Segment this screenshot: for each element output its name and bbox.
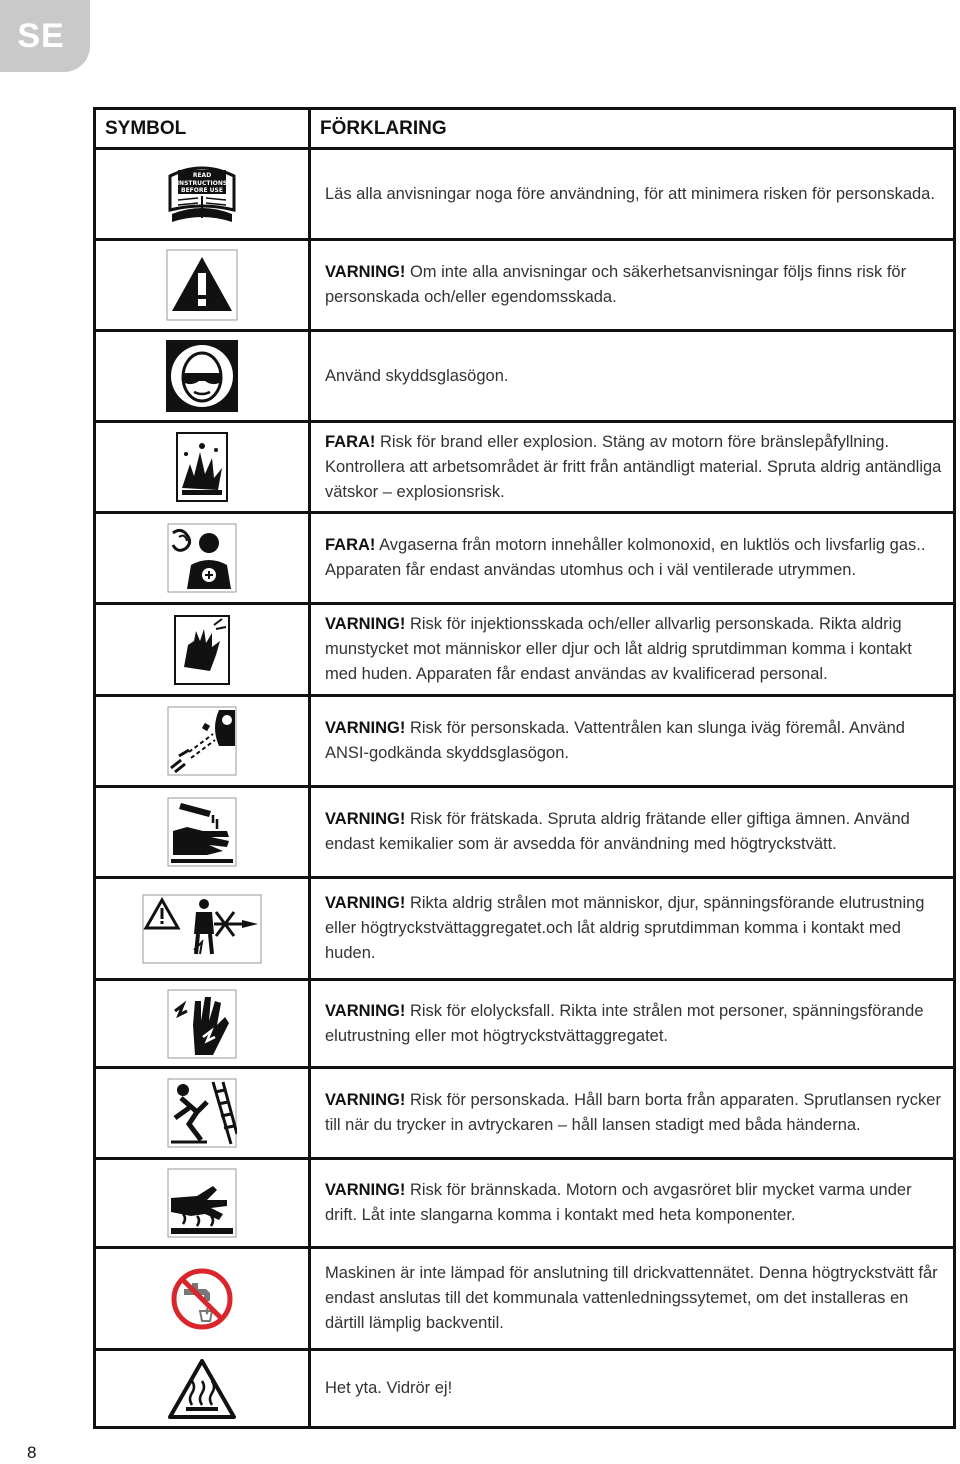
explanation-cell [310,1248,955,1350]
table-row [95,1159,955,1248]
table-row [95,240,955,331]
row-text: Risk för personskada. Vattentrålen kan slunga iväg föremål. Använd ANSI-godkända skyddsglasögon. [325,719,905,762]
symbol-cell [95,696,310,787]
symbol-cell [95,1350,310,1428]
table-row [95,422,955,513]
row-text: Risk för elolycksfall. Rikta inte strålen mot personer, spänningsförande elutrustning eller mot högtryckstvättaggregatet. [325,1001,924,1045]
row-keyword: FARA! [325,432,376,451]
no-spray-people-icon [142,894,262,964]
symbol-cell [95,1159,310,1248]
row-text: Het yta. Vidrör ej! [325,1379,453,1397]
row-keyword: VARNING! [325,719,406,737]
header-explanation: FÖRKLARING [310,109,955,149]
table-header [95,109,955,149]
row-text: Risk för frätskada. Spruta aldrig frätande eller giftiga ämnen. Använd endast kemikalier som är avsedda för användning med högtryckstvätt. [325,810,910,853]
explanation-cell [310,240,955,331]
row-text: Avgaserna från motorn innehåller kolmonoxid, en luktlös och livsfarlig gas.. Apparaten får endast användas utomhus och i väl ventilerade utrymmen. [325,536,926,579]
row-keyword: FARA! [325,536,376,554]
explanation-cell [310,1350,955,1428]
symbol-cell [95,331,310,422]
warning-triangle-icon [166,249,238,321]
table-row [95,1350,955,1428]
row-text: Använd skyddsglasögon. [325,366,509,385]
table-row [95,513,955,604]
symbol-cell [95,878,310,980]
row-keyword: VARNING! [325,1181,406,1199]
explanation-cell [310,980,955,1068]
symbol-cell [95,513,310,604]
symbol-cell [95,787,310,878]
table-row [95,787,955,878]
row-keyword: VARNING! [325,1001,406,1020]
row-text: Risk för personskada. Håll barn borta från apparaten. Sprutlansen rycker till när du trycker in avtryckaren – håll lansen stadigt med båda händerna. [325,1091,941,1134]
spray-projectile-icon [167,706,237,776]
read-instructions-icon [164,162,240,226]
language-tab [0,0,90,72]
symbol-cell [95,149,310,240]
language-code: SE [17,16,65,55]
explosion-icon [176,432,228,502]
table-row [95,604,955,696]
row-text: Risk för brand eller explosion. Stäng av motorn före bränslepåfyllning. Kontrollera att arbetsområdet är fritt från antändligt material. Spruta aldrig antändliga vätskor – explosionsrisk. [325,432,942,501]
table-row [95,331,955,422]
symbol-cell [95,1248,310,1350]
symbol-cell [95,240,310,331]
explanation-cell [310,878,955,980]
symbol-table [93,107,956,1429]
explanation-cell [310,787,955,878]
explanation-cell [310,513,955,604]
symbol-cell [95,422,310,513]
row-text: Om inte alla anvisningar och säkerhetsanvisningar följs finns risk för personskada och/eller egendomsskada. [325,263,907,306]
explanation-cell [310,1068,955,1159]
explanation-cell [310,696,955,787]
explanation-cell [310,331,955,422]
table-row [95,1068,955,1159]
explanation-cell [310,604,955,696]
explanation-cell [310,149,955,240]
explanation-cell [310,422,955,513]
safety-goggles-icon [166,340,238,412]
table-row [95,980,955,1068]
svg-text:READ: READ [192,172,212,179]
row-keyword: VARNING! [325,810,406,828]
table-row [95,1248,955,1350]
svg-text:BEFORE USE: BEFORE USE [181,187,223,194]
row-keyword: VARNING! [325,1091,406,1109]
injection-hand-icon [174,615,230,685]
symbol-cell [95,1068,310,1159]
row-text: Risk för injektionsskada och/eller allvarlig personskada. Rikta aldrig munstycket mot människor eller djur och låt aldrig sprutdimman komma i kontakt med huden. Apparaten får endast användas av kvalificerad personal. [325,615,912,683]
kickback-fall-icon [167,1078,237,1148]
row-text: Risk för brännskada. Motorn och avgasröret blir mycket varma under drift. Låt inte slangarna komma i kontakt med heta komponenter. [325,1181,912,1224]
corrosive-icon [167,797,237,867]
symbol-cell [95,980,310,1068]
hot-surface-hand-icon [167,1168,237,1238]
header-symbol: SYMBOL [95,109,310,149]
row-keyword: VARNING! [325,263,406,281]
row-text: Maskinen är inte lämpad för anslutning till drickvattennätet. Denna högtryckstvätt får endast anslutas till det kommunala vattenledningssytemet, om det installeras en därtill lämplig backventil. [325,1264,938,1332]
svg-text:INSTRUCTIONS: INSTRUCTIONS [176,180,228,187]
table-row [95,878,955,980]
hot-surface-triangle-icon [166,1357,238,1421]
symbol-cell [95,604,310,696]
no-drinking-water-icon [170,1267,234,1331]
explanation-cell [310,1159,955,1248]
electric-shock-icon [167,989,237,1059]
page-number: 8 [27,1443,37,1462]
row-text: Rikta aldrig strålen mot människor, djur, spänningsförande elutrustning eller högtryckstvättaggregatet.och låt aldrig sprutdimman komma i kontakt med huden. [325,894,925,962]
table-row [95,696,955,787]
row-text: Läs alla anvisningar noga före användning, för att minimera risken för personskada. [325,184,935,203]
row-keyword: VARNING! [325,894,406,912]
table-row [95,149,955,240]
row-keyword: VARNING! [325,615,406,633]
toxic-fumes-icon [167,523,237,593]
